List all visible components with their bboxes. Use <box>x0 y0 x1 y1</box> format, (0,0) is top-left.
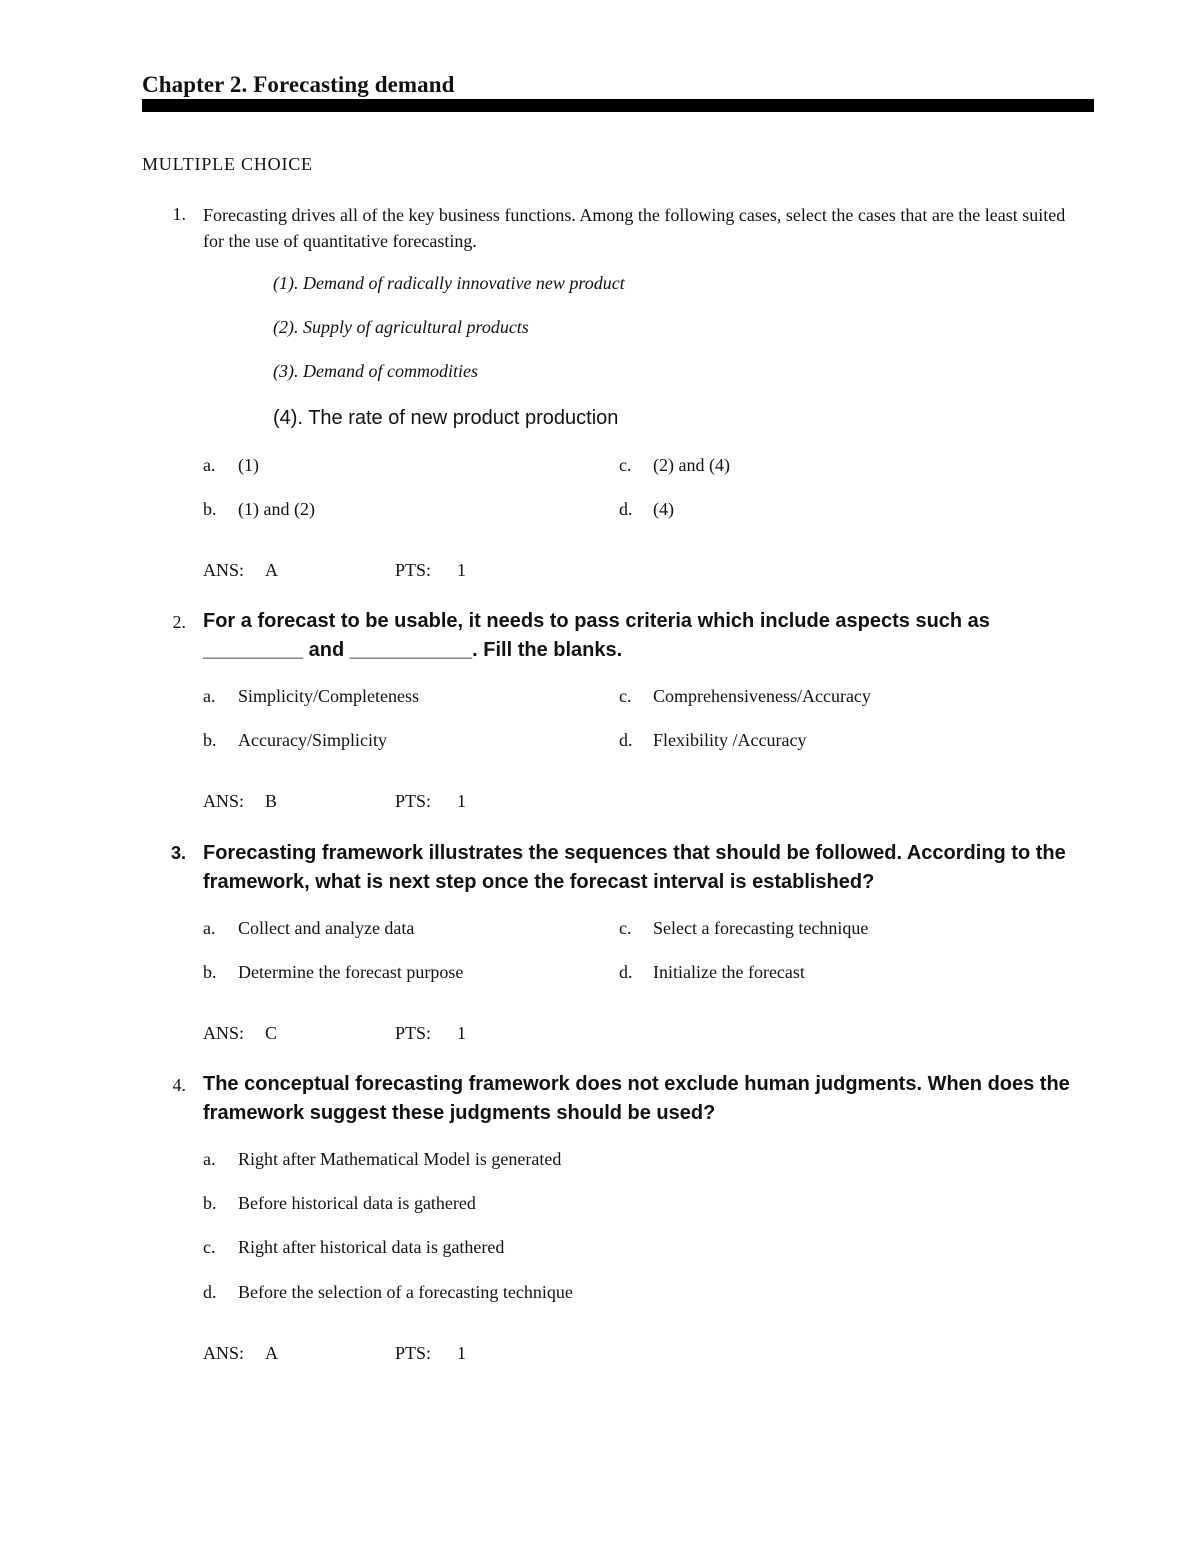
option-text: (1) and (2) <box>238 499 315 519</box>
title-rule <box>142 99 1094 112</box>
option-text: Right after Mathematical Model is generated <box>238 1149 562 1169</box>
option-letter: b. <box>203 499 217 519</box>
points-label: PTS: <box>395 560 432 580</box>
option-letter: a. <box>203 918 216 938</box>
option-text: (1) <box>238 455 259 475</box>
answer-label: ANS: <box>203 560 245 580</box>
question-text: Forecasting drives all of the key business functions. Among the following cases, select the cases that are the least suited for the use of quantitative forecasting. <box>203 205 1066 251</box>
question-text: For a forecast to be usable, it needs to pass criteria which include aspects such as _________ and ___________. Fill the blanks. <box>203 610 990 661</box>
question-number: 1. <box>172 204 186 224</box>
section-heading: MULTIPLE CHOICE <box>142 154 313 174</box>
case-item: (4). The rate of new product production <box>273 407 619 429</box>
option-letter: d. <box>203 1282 217 1302</box>
option-letter: b. <box>203 730 217 750</box>
chapter-title: Chapter 2. Forecasting demand <box>142 72 455 97</box>
option-text: Right after historical data is gathered <box>238 1237 505 1257</box>
case-item: (2). Supply of agricultural products <box>273 317 529 337</box>
option-letter: b. <box>203 962 217 982</box>
option-text: (4) <box>653 499 674 519</box>
answer-value: A <box>265 1343 278 1363</box>
option-text: Collect and analyze data <box>238 918 415 938</box>
answer-label: ANS: <box>203 1023 245 1043</box>
question-number: 2. <box>172 612 186 632</box>
question-number: 4. <box>172 1075 186 1095</box>
question-text: The conceptual forecasting framework does not exclude human judgments. When does the framework suggest these judgments should be used? <box>203 1073 1070 1124</box>
option-letter: b. <box>203 1193 217 1213</box>
points-value: 1 <box>457 1343 466 1363</box>
option-letter: a. <box>203 1149 216 1169</box>
points-label: PTS: <box>395 791 432 811</box>
answer-label: ANS: <box>203 1343 245 1363</box>
option-letter: c. <box>619 455 632 475</box>
points-value: 1 <box>457 791 466 811</box>
answer-label: ANS: <box>203 791 245 811</box>
option-text: Comprehensiveness/Accuracy <box>653 686 871 706</box>
points-value: 1 <box>457 1023 466 1043</box>
option-text: Accuracy/Simplicity <box>238 730 387 750</box>
answer-value: C <box>265 1023 278 1043</box>
points-label: PTS: <box>395 1343 432 1363</box>
option-text: Determine the forecast purpose <box>238 962 464 982</box>
option-letter: a. <box>203 686 216 706</box>
option-text: Flexibility /Accuracy <box>653 730 807 750</box>
option-letter: c. <box>619 686 632 706</box>
option-letter: c. <box>619 918 632 938</box>
option-text: Select a forecasting technique <box>653 918 869 938</box>
option-letter: d. <box>619 962 633 982</box>
case-item: (1). Demand of radically innovative new product <box>273 273 625 293</box>
option-text: Simplicity/Completeness <box>238 686 419 706</box>
option-text: Initialize the forecast <box>653 962 805 982</box>
question-text: Forecasting framework illustrates the sequences that should be followed. According to the framework, what is next step once the forecast interval is established? <box>203 842 1066 893</box>
points-value: 1 <box>457 560 466 580</box>
answer-value: A <box>265 560 278 580</box>
option-letter: d. <box>619 730 633 750</box>
option-letter: c. <box>203 1237 216 1257</box>
option-text: (2) and (4) <box>653 455 730 475</box>
option-letter: d. <box>619 499 633 519</box>
answer-value: B <box>265 791 278 811</box>
question-number: 3. <box>170 843 186 863</box>
option-text: Before the selection of a forecasting technique <box>238 1282 573 1302</box>
option-text: Before historical data is gathered <box>238 1193 476 1213</box>
points-label: PTS: <box>395 1023 432 1043</box>
case-item: (3). Demand of commodities <box>273 361 478 381</box>
option-letter: a. <box>203 455 216 475</box>
